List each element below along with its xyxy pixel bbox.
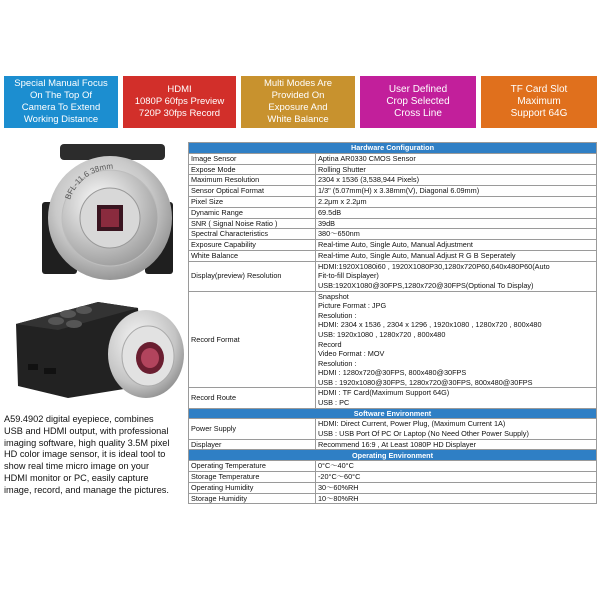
feature-banner-multi-modes: Multi Modes Are Provided On Exposure And White Balance bbox=[241, 76, 355, 128]
spec-label: Storage Humidity bbox=[189, 493, 316, 504]
spec-label: Operating Temperature bbox=[189, 461, 316, 472]
table-row bbox=[189, 419, 597, 439]
spec-value: 39dB bbox=[316, 218, 597, 229]
spec-value: 2.2μm x 2.2μm bbox=[316, 196, 597, 207]
lens-engraving-text: BFL-11.6 38mm bbox=[63, 161, 114, 201]
spec-value: Real-time Auto, Single Auto, Manual Adjust R G B Seperately bbox=[316, 250, 597, 261]
table-row bbox=[189, 207, 597, 218]
section-title: Operating Environment bbox=[189, 450, 597, 461]
table-row bbox=[189, 186, 597, 197]
table-row bbox=[189, 218, 597, 229]
table-row bbox=[189, 175, 597, 186]
feature-banner-manual-focus: Special Manual Focus On The Top Of Camera To Extend Working Distance bbox=[4, 76, 118, 128]
section-title: Software Environment bbox=[189, 408, 597, 419]
spec-value: HDMI:1920X1080i60 , 1920X1080P30,1280x720P60,640x480P60(Auto Fit-to-fill Displayer) USB:1920X1080@30FPS,1280x720@30FPS(Optional To Display) bbox=[316, 261, 597, 291]
spec-label: Sensor Optical Format bbox=[189, 186, 316, 197]
spec-value: HDMI : TF Card(Maximum Support 64G) USB : PC bbox=[316, 388, 597, 408]
spec-label: Pixel Size bbox=[189, 196, 316, 207]
table-row bbox=[189, 472, 597, 483]
spec-label: Expose Mode bbox=[189, 164, 316, 175]
spec-value: HDMI: Direct Current, Power Plug, (Maximum Current 1A) USB : USB Port Of PC Or Laptop (No Need Other Power Supply) bbox=[316, 419, 597, 439]
spec-value: 10～80%RH bbox=[316, 493, 597, 504]
spec-label: Record Format bbox=[189, 291, 316, 388]
spec-label: Dynamic Range bbox=[189, 207, 316, 218]
product-description: A59.4902 digital eyepiece, combines USB and HDMI output, with professional imaging software, high quality 3.5M pixel HD color image sensor, it is ideal tool to show real time micro image on your HDMI monitor or PC, easily capture image, record, and manage the pictures. bbox=[4, 414, 170, 495]
feature-banner-hdmi: HDMI 1080P 60fps Preview 720P 30fps Record bbox=[123, 76, 236, 128]
camera-angled-view-image bbox=[8, 294, 188, 402]
feature-banner-crop-cross-line: User Defined Crop Selected Cross Line bbox=[360, 76, 476, 128]
spec-value: 30～60%RH bbox=[316, 482, 597, 493]
spec-label: Displayer bbox=[189, 439, 316, 450]
spec-value: 0°C～40°C bbox=[316, 461, 597, 472]
spec-label: Maximum Resolution bbox=[189, 175, 316, 186]
section-software-environment bbox=[189, 408, 597, 419]
feature-banner-tf-card: TF Card Slot Maximum Support 64G bbox=[481, 76, 597, 128]
spec-value: Real-time Auto, Single Auto, Manual Adjustment bbox=[316, 240, 597, 251]
spec-label: Image Sensor bbox=[189, 153, 316, 164]
table-row bbox=[189, 229, 597, 240]
table-row bbox=[189, 153, 597, 164]
spec-value: 1/3" (5.07mm(H) x 3.38mm(V), Diagonal 6.09mm) bbox=[316, 186, 597, 197]
spec-value: 69.5dB bbox=[316, 207, 597, 218]
table-row bbox=[189, 482, 597, 493]
spec-label: Power Supply bbox=[189, 419, 316, 439]
spec-value: Rolling Shutter bbox=[316, 164, 597, 175]
table-row bbox=[189, 240, 597, 251]
table-row bbox=[189, 250, 597, 261]
table-row bbox=[189, 493, 597, 504]
spec-value: 380～650nm bbox=[316, 229, 597, 240]
spec-value: -20°C～60°C bbox=[316, 472, 597, 483]
table-row bbox=[189, 196, 597, 207]
spec-table bbox=[188, 142, 597, 504]
spec-label: Spectral Characteristics bbox=[189, 229, 316, 240]
table-row bbox=[189, 461, 597, 472]
table-row bbox=[189, 164, 597, 175]
spec-label: Record Route bbox=[189, 388, 316, 408]
spec-label: SNR ( Signal Noise Ratio ) bbox=[189, 218, 316, 229]
spec-label: Storage Temperature bbox=[189, 472, 316, 483]
table-row bbox=[189, 439, 597, 450]
section-hardware-configuration bbox=[189, 143, 597, 154]
table-row bbox=[189, 388, 597, 408]
spec-label: Display(preview) Resolution bbox=[189, 261, 316, 291]
section-operating-environment bbox=[189, 450, 597, 461]
spec-label: Exposure Capability bbox=[189, 240, 316, 251]
spec-label: Operating Humidity bbox=[189, 482, 316, 493]
spec-value: 2304 x 1536 (3,538,944 Pixels) bbox=[316, 175, 597, 186]
table-row bbox=[189, 261, 597, 291]
table-row bbox=[189, 291, 597, 388]
section-title: Hardware Configuration bbox=[189, 143, 597, 154]
spec-value: Snapshot Picture Format : JPG Resolution : HDMI: 2304 x 1536 , 2304 x 1296 , 1920x1080 , 1280x720 , 800x480 USB: 1920x1080 , 1280x720 , 800x480 Record Video Format : MOV Resolution : HDMI : 1280x720@30FPS, 800x480@30FPS USB : 1920x1080@30FPS, 1280x720@30FPS, 800x480@30FPS bbox=[316, 291, 597, 388]
spec-value: Aptina AR0330 CMOS Sensor bbox=[316, 153, 597, 164]
spec-value: Recommend 16:9 , At Least 1080P HD Displayer bbox=[316, 439, 597, 450]
spec-label: White Balance bbox=[189, 250, 316, 261]
camera-top-view-image bbox=[40, 142, 175, 284]
